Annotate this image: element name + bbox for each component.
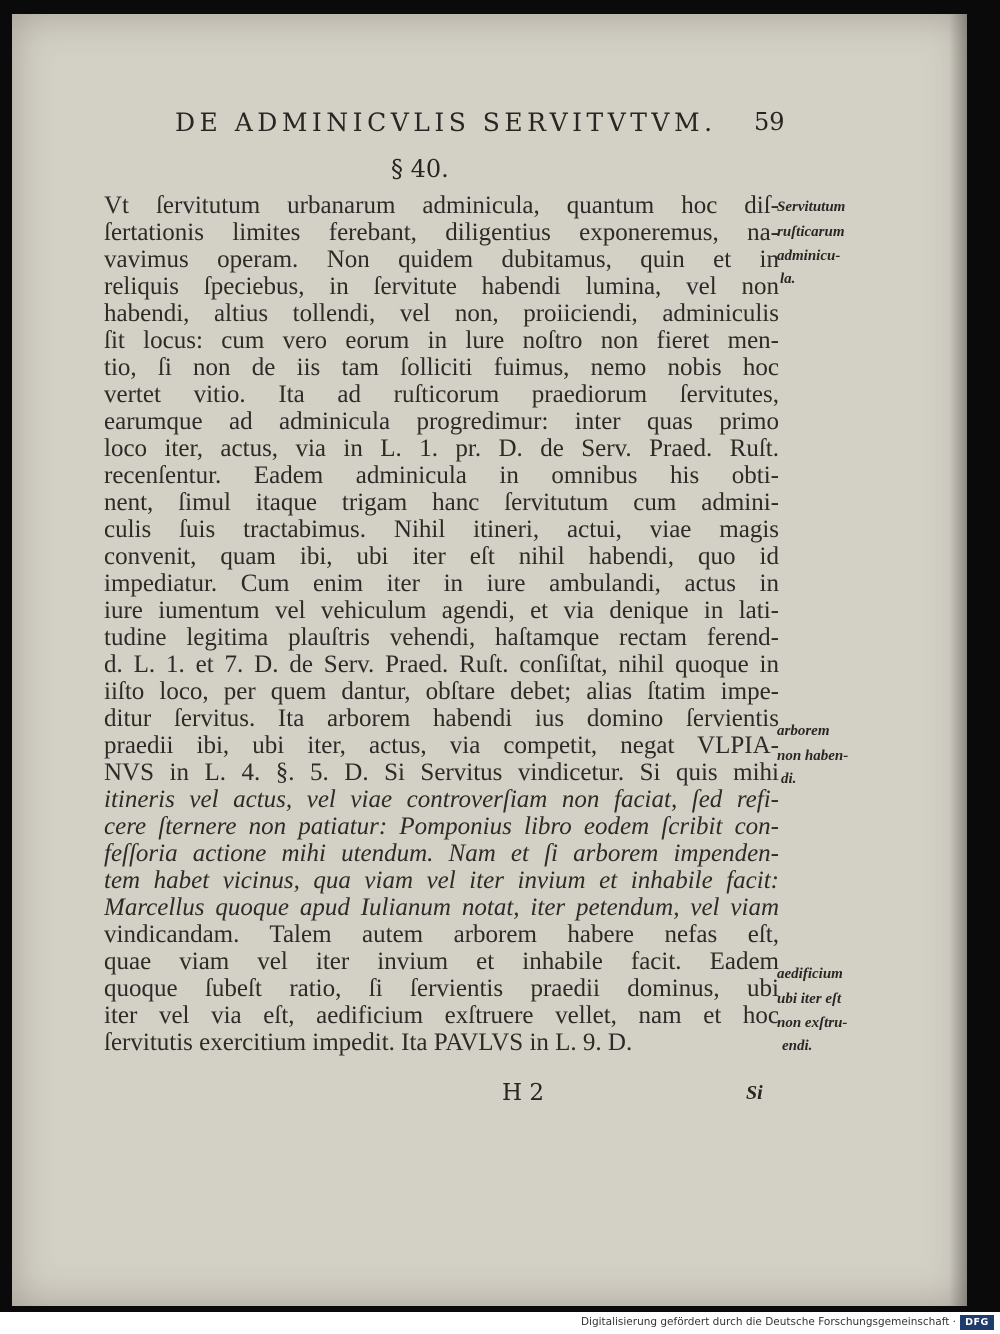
- body-line: ſertationis limites ferebant, diligentius exponeremus, na-: [104, 219, 779, 246]
- body-line: convenit, quam ibi, ubi iter eſt nihil habendi, quo id: [104, 543, 779, 570]
- page-number: 59: [754, 108, 785, 136]
- body-line: ditur ſervitus. Ita arborem habendi ius domino ſervientis: [104, 705, 779, 732]
- body-line: tudine legitima plauſtris vehendi, haſtamque rectam ferend-: [104, 624, 779, 651]
- body-line: earumque ad adminicula progredimur: inter quas primo: [104, 408, 779, 435]
- footer-text: Digitalisierung gefördert durch die Deutsche Forschungsgemeinschaft ·: [580, 1316, 956, 1328]
- margin-note: adminicu-: [777, 248, 841, 264]
- body-line: tio, ſi non de iis tam ſolliciti fuimus, nemo nobis hoc: [104, 354, 779, 381]
- catchword: Si: [746, 1082, 763, 1104]
- body-line: ſervitutis exercitium impedit. Ita PAVLVS in L. 9. D.: [104, 1029, 633, 1056]
- body-line: reliquis ſpeciebus, in ſervitute habendi lumina, vel non: [104, 273, 779, 300]
- margin-note: aedificium: [777, 966, 843, 982]
- body-line: praedii ibi, ubi iter, actus, via competit, negat VLPIA-: [104, 732, 779, 759]
- body-line: iure iumentum vel vehiculum agendi, et via denique in lati-: [104, 597, 779, 624]
- signature-mark: H 2: [502, 1080, 545, 1106]
- body-line: Vt ſervitutum urbanarum adminicula, quantum hoc diſ-: [104, 192, 779, 219]
- body-line: NVS in L. 4. §. 5. D. Si Servitus vindicetur. Si quis mihi: [104, 759, 779, 786]
- body-line: feſſoria actione mihi utendum. Nam et ſi arborem impenden-: [104, 840, 779, 867]
- body-line: d. L. 1. et 7. D. de Serv. Praed. Ruſt. conſiſtat, nihil quoque in: [104, 651, 779, 678]
- margin-note: endi.: [782, 1038, 813, 1054]
- body-line: iiſto loco, per quem dantur, obſtare debet; alias ſtatim impe-: [104, 678, 779, 705]
- body-line: cere ſternere non patiatur: Pomponius libro eodem ſcribit con-: [104, 813, 779, 840]
- margin-note: ruſticarum: [777, 224, 845, 240]
- body-line: nent, ſimul itaque trigam hanc ſervitutum cum admini-: [104, 489, 779, 516]
- body-line: iter vel via eſt, aedificium exſtruere vellet, nam et hoc: [104, 1002, 779, 1029]
- body-line: impediatur. Cum enim iter in iure ambulandi, actus in: [104, 570, 779, 597]
- body-line: vindicandam. Talem autem arborem habere nefas eſt,: [104, 921, 779, 948]
- body-line: quae viam vel iter invium et inhabile facit. Eadem: [104, 948, 779, 975]
- body-line: ſit locus: cum vero eorum in lure noſtro non fieret men-: [104, 327, 779, 354]
- body-line: Marcellus quoque apud Iulianum notat, iter petendum, vel viam: [104, 894, 779, 921]
- footer-bar: [0, 1312, 1000, 1334]
- dfg-logo: DFG: [960, 1315, 994, 1330]
- margin-note: non exſtru-: [777, 1015, 848, 1031]
- section-number: § 40.: [391, 155, 449, 183]
- margin-note: Servitutum: [777, 199, 846, 215]
- margin-note: arborem: [777, 723, 830, 739]
- body-line: quoque ſubeſt ratio, ſi ſervientis praedii dominus, ubi: [104, 975, 779, 1002]
- body-line: tem habet vicinus, qua viam vel iter invium et inhabile facit:: [104, 867, 779, 894]
- body-line: vavimus operam. Non quidem dubitamus, quin et in: [104, 246, 779, 273]
- body-line: vertet vitio. Ita ad ruſticorum praediorum ſervitutes,: [104, 381, 779, 408]
- margin-note: non haben-: [777, 748, 849, 764]
- running-head: DE ADMINICVLIS SERVITVTVM.: [175, 108, 717, 137]
- body-line: recenſentur. Eadem adminicula in omnibus his obti-: [104, 462, 779, 489]
- margin-note: la.: [780, 271, 796, 287]
- body-line: loco iter, actus, via in L. 1. pr. D. de Serv. Praed. Ruſt.: [104, 435, 779, 462]
- margin-note: di.: [781, 771, 797, 787]
- body-line: culis ſuis tractabimus. Nihil itineri, actui, viae magis: [104, 516, 779, 543]
- body-line: itineris vel actus, vel viae controverſiam non faciat, ſed refi-: [104, 786, 779, 813]
- margin-note: ubi iter eſt: [777, 991, 842, 1007]
- body-line: habendi, altius tollendi, vel non, proiiciendi, adminiculis: [104, 300, 779, 327]
